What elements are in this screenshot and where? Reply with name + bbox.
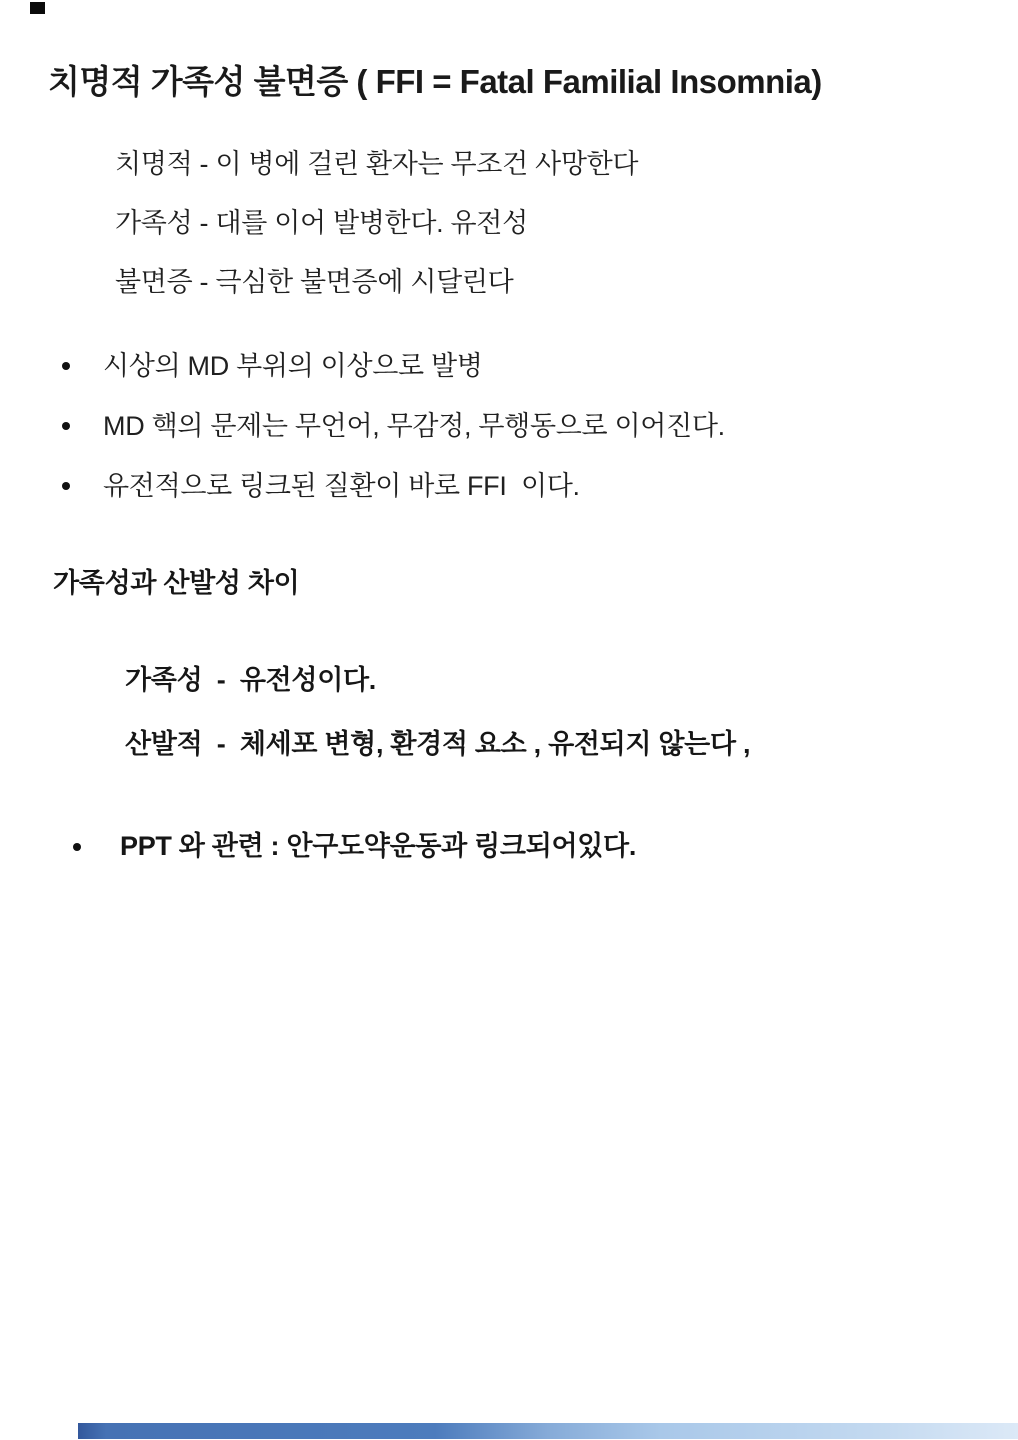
list-item	[62, 348, 725, 384]
list-item	[62, 408, 725, 444]
page-title: 치명적 가족성 불면증 ( FFI = Fatal Familial Insomnia)	[48, 63, 822, 100]
ppt-note-text: PPT 와 관련 : 안구도약운동과 링크되어있다.	[120, 831, 637, 861]
list-item	[62, 468, 725, 504]
section-heading-comparison: 가족성과 산발성 차이	[53, 568, 300, 598]
bullet-list	[62, 348, 725, 504]
comparison-item-familial: 가족성 - 유전성이다.	[125, 665, 376, 695]
bullet-icon	[62, 362, 70, 370]
bullet-icon	[73, 843, 81, 851]
ppt-note-row	[73, 828, 636, 864]
bullet-text-thalamus: 시상의 MD 부위의 이상으로 발병	[103, 351, 483, 381]
bullet-icon	[62, 422, 70, 430]
corner-artifact-mark	[30, 2, 45, 14]
bullet-icon	[62, 482, 70, 490]
bullet-text-md-nucleus: MD 핵의 문제는 무언어, 무감정, 무행동으로 이어진다.	[103, 411, 725, 441]
definition-line-familial: 가족성 - 대를 이어 발병한다. 유전성	[115, 208, 528, 238]
definition-line-fatal: 치명적 - 이 병에 걸린 환자는 무조건 사망한다	[115, 149, 639, 179]
bullet-text-genetic-link: 유전적으로 링크된 질환이 바로 FFI 이다.	[103, 471, 580, 501]
definition-line-insomnia: 불면증 - 극심한 불면증에 시달린다	[115, 267, 514, 297]
definition-list	[115, 147, 638, 299]
comparison-item-sporadic: 산발적 - 체세포 변형, 환경적 요소 , 유전되지 않는다 ,	[125, 729, 751, 759]
comparison-list	[125, 663, 750, 761]
horizontal-scrollbar[interactable]	[78, 1423, 1018, 1439]
